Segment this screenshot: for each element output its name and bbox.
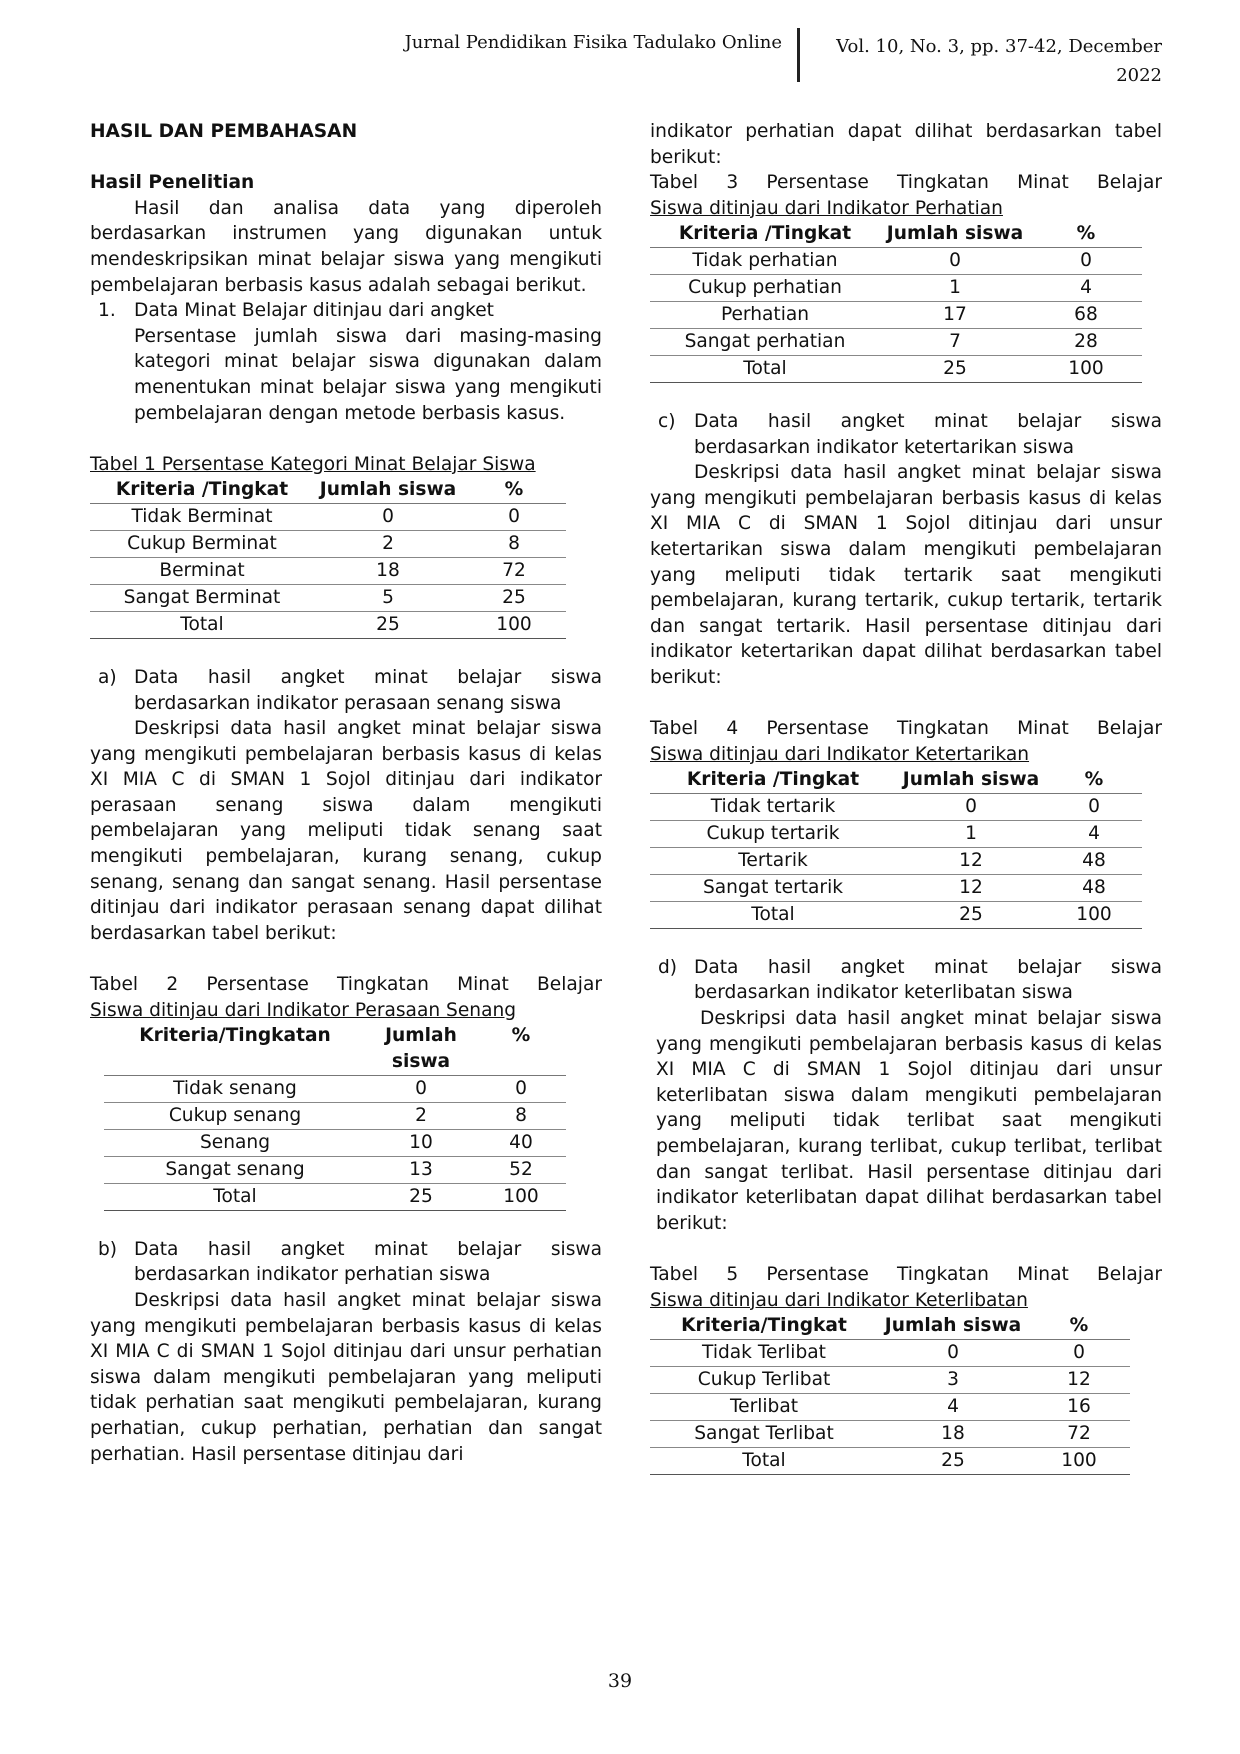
spacer	[90, 1211, 602, 1237]
table-row	[650, 794, 1142, 821]
paragraph-a-body: Deskripsi data hasil angket minat belajar siswa yang mengikuti pembelajaran berbasis kasus di kelas XI MIA C di SMAN 1 Sojol ditinjau dari indikator perasaan senang siswa dalam mengikuti pembelajaran yang meliputi tidak senang saat mengikuti pembelajaran, kurang senang, cukup senang, senang dan sangat senang. Hasil persentase ditinjau dari indikator perasaan senang dapat dilihat berdasarkan tabel berikut:	[90, 718, 602, 944]
table-row	[650, 1367, 1130, 1394]
table5-caption-line1: Tabel 5 Persentase Tingkatan Minat Belajar	[650, 1264, 1162, 1285]
list-item-d	[650, 955, 1162, 1006]
column-header: Kriteria /Tingkat	[650, 221, 880, 248]
spacer	[650, 929, 1162, 955]
table-cell: 25	[366, 1184, 476, 1211]
table-cell: 0	[878, 1340, 1028, 1367]
table-cell: 0	[476, 1076, 566, 1103]
table-cell: Cukup senang	[104, 1103, 366, 1130]
table4-caption-line1: Tabel 4 Persentase Tingkatan Minat Belajar	[650, 718, 1162, 740]
list-marker: d)	[658, 956, 678, 978]
table1	[90, 477, 566, 639]
table-cell: Terlibat	[650, 1394, 878, 1421]
table-cell: Sangat Terlibat	[650, 1421, 878, 1448]
column-header: Jumlah siswa	[314, 477, 462, 504]
table-cell: 1	[896, 821, 1046, 848]
list-item-c	[650, 409, 1162, 460]
table-row	[650, 1448, 1130, 1475]
column-header: Kriteria /Tingkat	[650, 767, 896, 794]
table-cell: Tidak Berminat	[90, 504, 314, 531]
table-cell: 10	[366, 1130, 476, 1157]
table-cell: 0	[896, 794, 1046, 821]
column-header: %	[1028, 1313, 1130, 1340]
table-cell: 48	[1046, 848, 1142, 875]
table-cell: 68	[1030, 302, 1142, 329]
table-cell: 4	[1030, 275, 1142, 302]
table-row	[650, 1421, 1130, 1448]
table-cell: 7	[880, 329, 1030, 356]
table-cell: Tertarik	[650, 848, 896, 875]
table-cell: 25	[462, 585, 566, 612]
column-header: Jumlah siswa	[878, 1313, 1028, 1340]
table-cell: Sangat Berminat	[90, 585, 314, 612]
list-item-body: Persentase jumlah siswa dari masing-masing kategori minat belajar siswa digunakan dalam menentukan minat belajar siswa yang mengikuti pembelajaran dengan metode berbasis kasus.	[134, 325, 602, 424]
table-cell: 4	[1046, 821, 1142, 848]
table-cell: 100	[476, 1184, 566, 1211]
table-cell: 100	[1030, 356, 1142, 383]
table-cell: Sangat perhatian	[650, 329, 880, 356]
table-header-row	[650, 221, 1142, 248]
table-row	[90, 531, 566, 558]
table-cell: 12	[896, 848, 1046, 875]
subsection-title: Hasil Penelitian	[90, 172, 255, 194]
table-row	[104, 1130, 566, 1157]
table3-caption-line1: Tabel 3 Persentase Tingkatan Minat Belajar	[650, 172, 1162, 194]
page-number: 39	[607, 1670, 633, 1692]
table-cell: Tidak senang	[104, 1076, 366, 1103]
table-cell: 18	[314, 558, 462, 585]
column-header: %	[462, 477, 566, 504]
table-row	[650, 848, 1142, 875]
table-cell: Sangat senang	[104, 1157, 366, 1184]
table-cell: 72	[462, 558, 566, 585]
table-row	[650, 875, 1142, 902]
table-cell: 52	[476, 1157, 566, 1184]
table2	[104, 1023, 566, 1211]
table-cell: 4	[878, 1394, 1028, 1421]
table-cell: 25	[878, 1448, 1028, 1475]
table-cell: 2	[366, 1103, 476, 1130]
table-row	[650, 275, 1142, 302]
volume-text: Vol. 10, No. 3, pp. 37-42, December	[836, 36, 1162, 57]
table-cell: 3	[878, 1367, 1028, 1394]
list-item-title: Data hasil angket minat belajar siswa berdasarkan indikator perhatian siswa	[134, 1238, 602, 1286]
table2-caption-line1: Tabel 2 Persentase Tingkatan Minat Belajar	[90, 974, 602, 996]
list-item-title: Data hasil angket minat belajar siswa berdasarkan indikator keterlibatan siswa	[694, 956, 1162, 1004]
table-cell: 25	[896, 902, 1046, 929]
list-item-b	[90, 1237, 602, 1288]
table-row	[90, 504, 566, 531]
table-row	[650, 1340, 1130, 1367]
table-cell: Total	[650, 356, 880, 383]
table-cell: Total	[104, 1184, 366, 1211]
table-row	[104, 1184, 566, 1211]
table-header-row	[650, 1313, 1130, 1340]
table-row	[650, 302, 1142, 329]
spacer	[90, 639, 602, 665]
table3-caption-line2: Siswa ditinjau dari Indikator Perhatian	[650, 197, 1003, 219]
spacer	[650, 1236, 1162, 1262]
list-item-title: Data hasil angket minat belajar siswa berdasarkan indikator perasaan senang siswa	[134, 666, 602, 714]
spacer	[650, 691, 1162, 717]
section-title: HASIL DAN PEMBAHASAN	[90, 121, 358, 142]
table-cell: Senang	[104, 1130, 366, 1157]
column-header: %	[476, 1023, 566, 1076]
table2-caption-line2: Siswa ditinjau dari Indikator Perasaan Senang	[90, 999, 517, 1021]
table-cell: 0	[880, 248, 1030, 275]
table-row	[90, 558, 566, 585]
left-column	[90, 119, 602, 1467]
table-cell: Total	[650, 902, 896, 929]
table4-caption-line2: Siswa ditinjau dari Indikator Ketertarikan	[650, 743, 1030, 765]
table-cell: 0	[1046, 794, 1142, 821]
paragraph-d-body: Deskripsi data hasil angket minat belajar siswa yang mengikuti pembelajaran berbasis kasus di kelas XI MIA C di SMAN 1 Sojol ditinjau dari unsur keterlibatan siswa dalam mengikuti pembelajaran yang meliputi tidak terlibat saat mengikuti pembelajaran, kurang terlibat, cukup terlibat, terlibat dan sangat terlibat. Hasil persentase ditinjau dari indikator keterlibatan dapat dilihat berdasarkan tabel berikut:	[656, 1008, 1162, 1234]
volume-year: 2022	[1116, 65, 1162, 86]
spacer	[90, 145, 602, 171]
table-cell: 5	[314, 585, 462, 612]
table-cell: Total	[650, 1448, 878, 1475]
table-cell: Cukup tertarik	[650, 821, 896, 848]
table-cell: 12	[1028, 1367, 1130, 1394]
table-cell: Tidak tertarik	[650, 794, 896, 821]
table1-caption: Tabel 1 Persentase Kategori Minat Belajar Siswa	[90, 453, 536, 475]
right-column	[650, 119, 1162, 1475]
table-cell: 0	[314, 504, 462, 531]
table-cell: 16	[1028, 1394, 1130, 1421]
table-header-row	[104, 1023, 566, 1076]
column-header: Jumlah siswa	[880, 221, 1030, 248]
table-row	[104, 1157, 566, 1184]
table-cell: 100	[1046, 902, 1142, 929]
volume-info	[836, 32, 1162, 90]
table-cell: 17	[880, 302, 1030, 329]
table-row	[104, 1076, 566, 1103]
paragraph-c-body: Deskripsi data hasil angket minat belajar siswa yang mengikuti pembelajaran berbasis kasus di kelas XI MIA C di SMAN 1 Sojol ditinjau dari unsur ketertarikan siswa dalam mengikuti pembelajaran yang meliputi tidak tertarik saat mengikuti pembelajaran, kurang tertarik, cukup tertarik, tertarik dan sangat tertarik. Hasil persentase ditinjau dari indikator ketertarikan dapat dilihat berdasarkan tabel berikut:	[650, 462, 1162, 688]
table-header-row	[650, 767, 1142, 794]
table-row	[650, 1394, 1130, 1421]
table-cell: 72	[1028, 1421, 1130, 1448]
table-cell: 100	[1028, 1448, 1130, 1475]
paragraph-b-continuation: indikator perhatian dapat dilihat berdasarkan tabel berikut:	[650, 121, 1162, 168]
table-header-row	[90, 477, 566, 504]
list-marker: a)	[98, 666, 117, 688]
column-header: Jumlah siswa	[366, 1023, 476, 1076]
spacer	[650, 383, 1162, 409]
table-cell: Cukup Berminat	[90, 531, 314, 558]
table-cell: Cukup perhatian	[650, 275, 880, 302]
column-header: Kriteria/Tingkat	[650, 1313, 878, 1340]
table-cell: 48	[1046, 875, 1142, 902]
list-marker: c)	[658, 410, 676, 432]
table-cell: 12	[896, 875, 1046, 902]
column-header: Jumlah siswa	[896, 767, 1046, 794]
paragraph-b-body: Deskripsi data hasil angket minat belajar siswa yang mengikuti pembelajaran berbasis kasus di kelas XI MIA C di SMAN 1 Sojol ditinjau dari unsur perhatian siswa dalam mengikuti pembelajaran yang meliputi tidak perhatian saat mengikuti pembelajaran, kurang perhatian, cukup perhatian, perhatian dan sangat perhatian. Hasil persentase ditinjau dari	[90, 1290, 602, 1465]
list-marker: 1.	[98, 300, 116, 322]
table-row	[650, 821, 1142, 848]
list-item-title: Data hasil angket minat belajar siswa berdasarkan indikator ketertarikan siswa	[694, 410, 1162, 458]
list-item-title: Data Minat Belajar ditinjau dari angket	[134, 300, 494, 322]
table-cell: 25	[880, 356, 1030, 383]
table-cell: 8	[462, 531, 566, 558]
table-cell: 0	[1030, 248, 1142, 275]
table-cell: 1	[880, 275, 1030, 302]
table-cell: Sangat tertarik	[650, 875, 896, 902]
journal-name: Jurnal Pendidikan Fisika Tadulako Online	[404, 32, 782, 53]
table-row	[650, 356, 1142, 383]
table-cell: 0	[462, 504, 566, 531]
table5-caption-line2: Siswa ditinjau dari Indikator Keterlibatan	[650, 1289, 1028, 1311]
list-item-1	[90, 298, 602, 426]
table-cell: 0	[1028, 1340, 1130, 1367]
table-cell: 25	[314, 612, 462, 639]
table5	[650, 1313, 1130, 1475]
table-row	[90, 585, 566, 612]
table-cell: 100	[462, 612, 566, 639]
list-item-a	[90, 665, 602, 716]
table-cell: 13	[366, 1157, 476, 1184]
spacer	[90, 426, 602, 452]
table-cell: 18	[878, 1421, 1028, 1448]
table-cell: Tidak Terlibat	[650, 1340, 878, 1367]
table-cell: 8	[476, 1103, 566, 1130]
header-divider	[797, 28, 800, 82]
table-row	[650, 248, 1142, 275]
table-row	[104, 1103, 566, 1130]
table-cell: Cukup Terlibat	[650, 1367, 878, 1394]
spacer	[90, 946, 602, 972]
column-header: %	[1046, 767, 1142, 794]
table3	[650, 221, 1142, 383]
table4	[650, 767, 1142, 929]
table-cell: 40	[476, 1130, 566, 1157]
column-header: Kriteria /Tingkat	[90, 477, 314, 504]
table-cell: 0	[366, 1076, 476, 1103]
table-cell: Berminat	[90, 558, 314, 585]
table-cell: Total	[90, 612, 314, 639]
table-cell: 28	[1030, 329, 1142, 356]
table-cell: Perhatian	[650, 302, 880, 329]
intro-paragraph: Hasil dan analisa data yang diperoleh berdasarkan instrumen yang digunakan untuk mendeskripsikan minat belajar siswa yang mengikuti pembelajaran berbasis kasus adalah sebagai berikut.	[90, 197, 602, 296]
table-cell: 2	[314, 531, 462, 558]
list-marker: b)	[98, 1238, 118, 1260]
table-row	[90, 612, 566, 639]
column-header: %	[1030, 221, 1142, 248]
table-row	[650, 902, 1142, 929]
page-header	[0, 0, 1240, 100]
column-header: Kriteria/Tingkatan	[104, 1023, 366, 1076]
table-row	[650, 329, 1142, 356]
table-cell: Tidak perhatian	[650, 248, 880, 275]
